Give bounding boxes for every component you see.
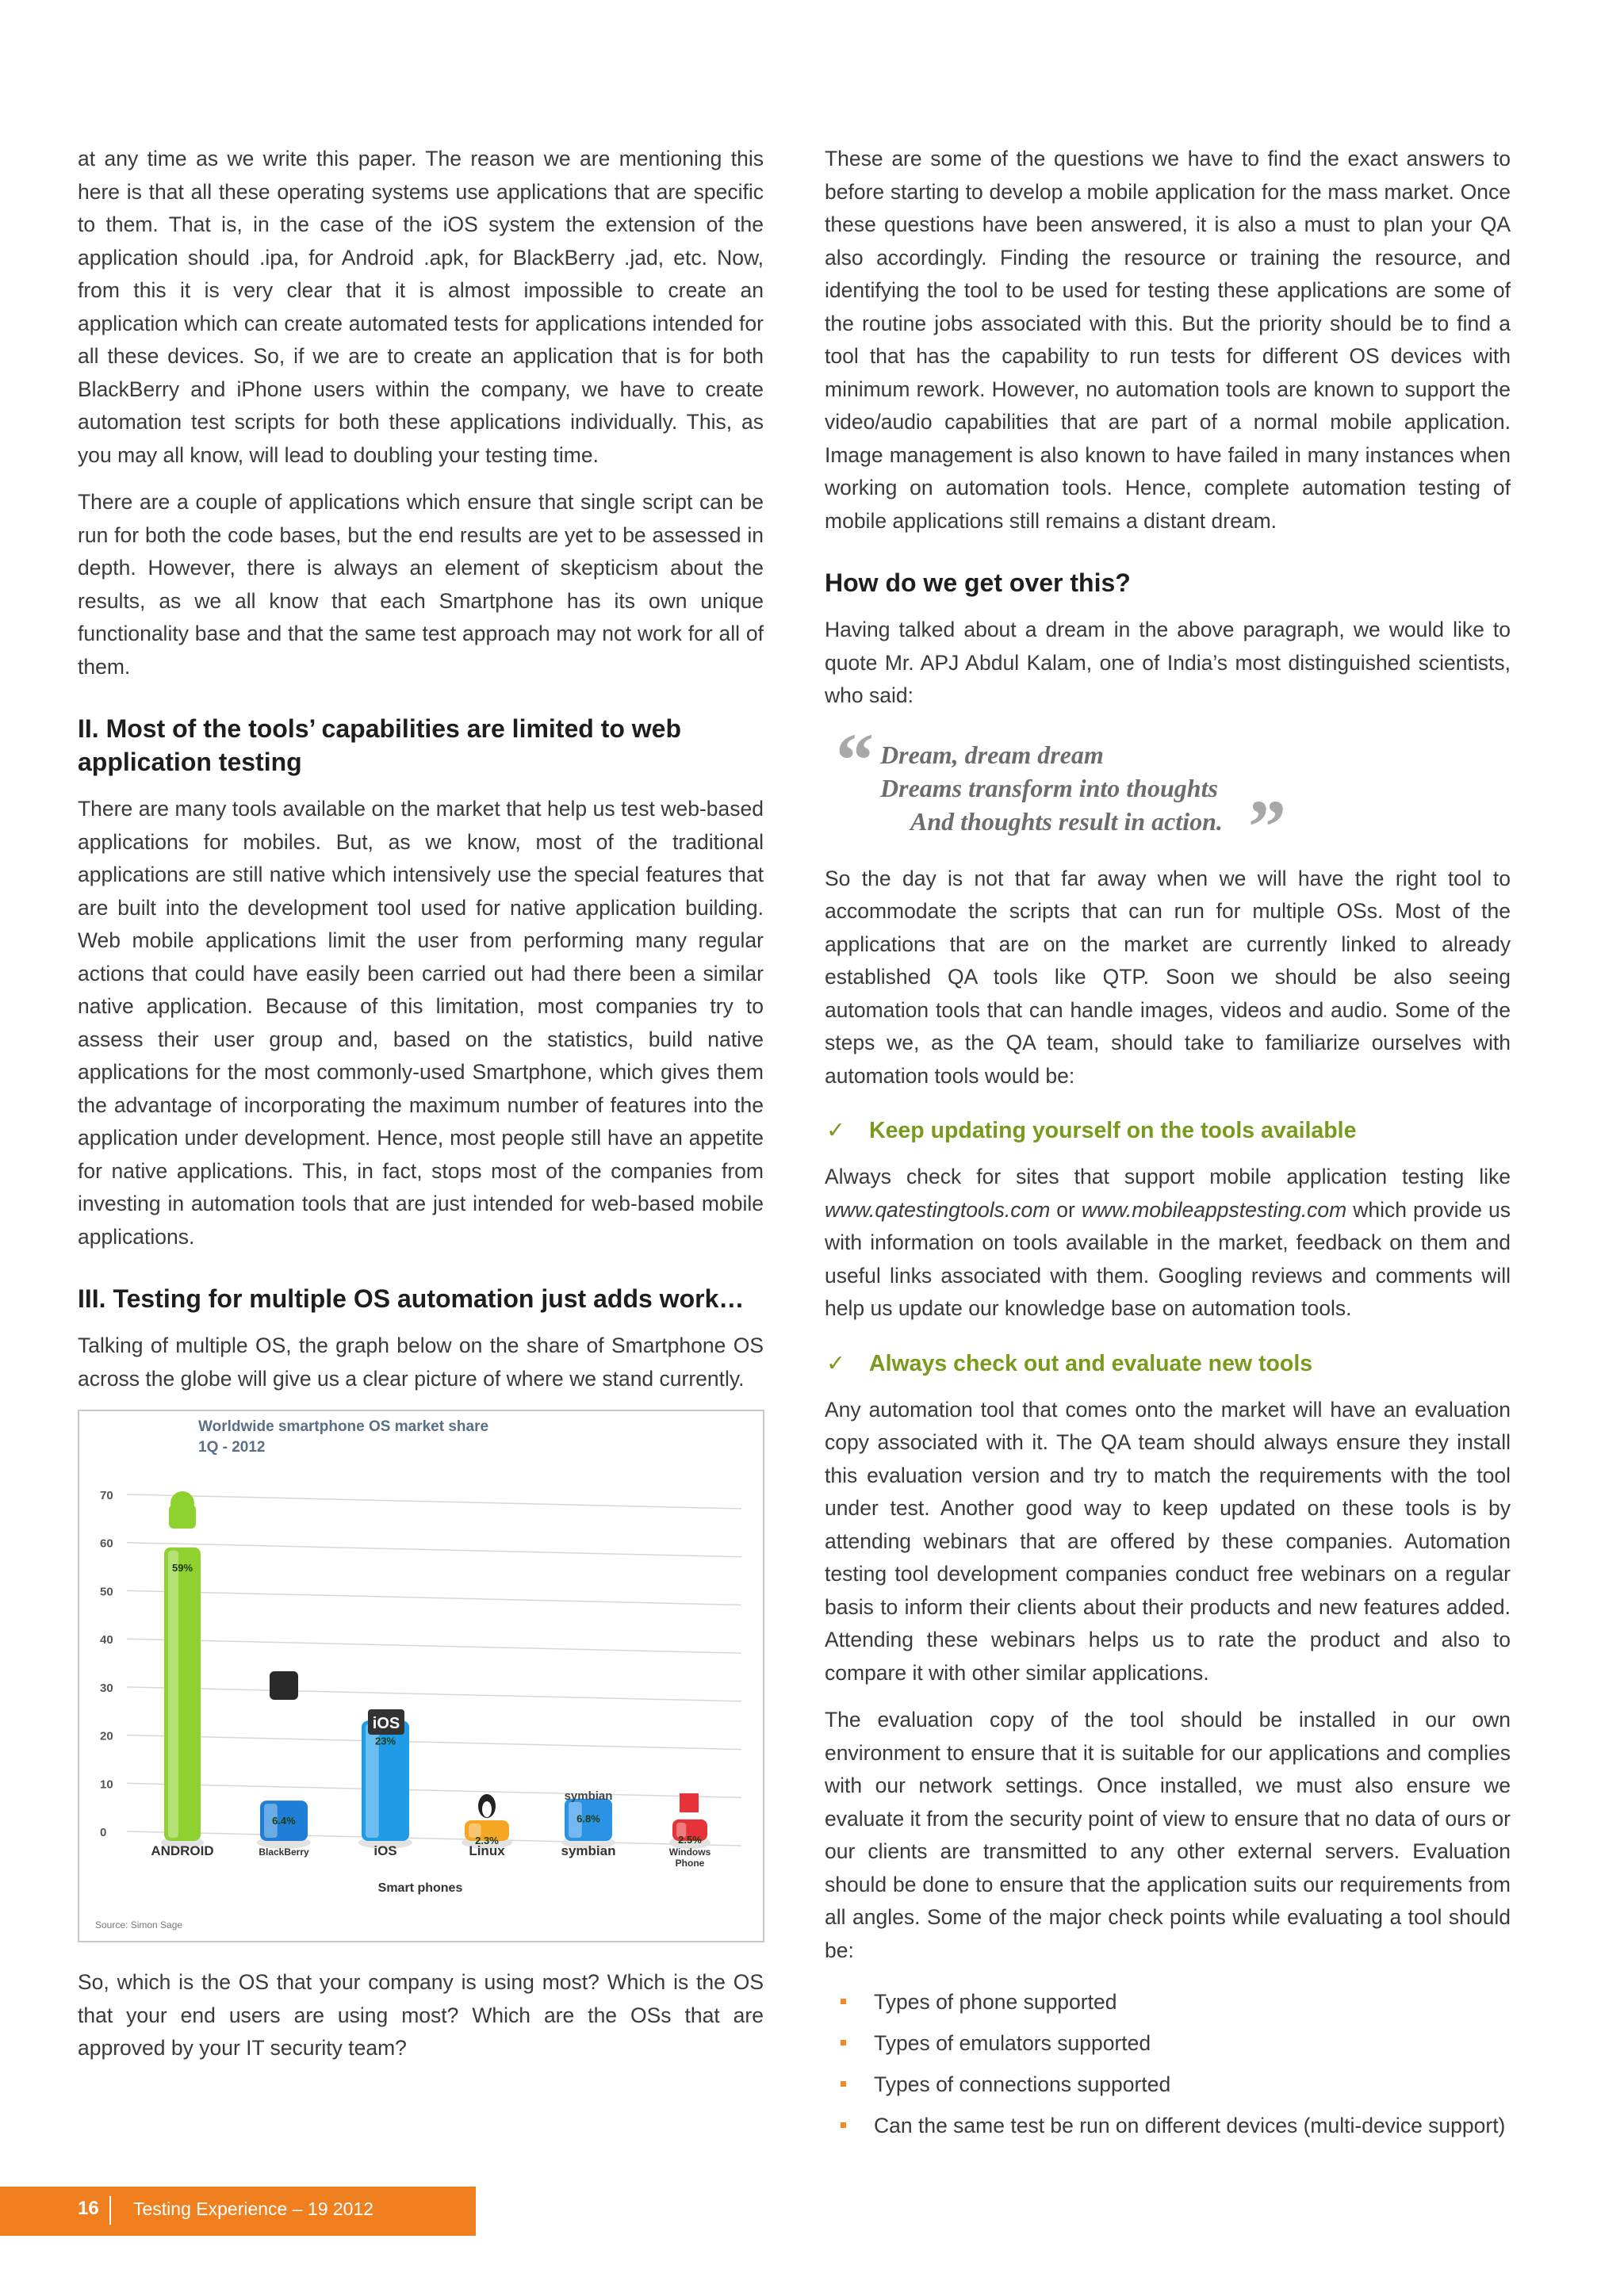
market-share-chart — [78, 1410, 764, 1942]
windows-logo-icon — [680, 1793, 699, 1812]
list-item — [825, 2105, 1511, 2146]
link-mobileappstesting[interactable]: www.mobileappstesting.com — [1081, 1197, 1347, 1222]
gridline — [127, 1783, 741, 1797]
checkpoint-list — [825, 1981, 1511, 2146]
left-column — [78, 143, 764, 2080]
x-category-label: symbian — [561, 1843, 616, 1858]
open-quote-mark: “ — [836, 717, 874, 802]
y-tick-label: 50 — [100, 1585, 113, 1599]
gridline — [127, 1735, 741, 1750]
right-paragraph-5: Any automation tool that comes onto the market will have an evaluation copy associated with it. The QA team should always ensure they install this evaluation version and try to match the requirements with the tool under test. Another good way to keep updated on these tools is by attending webinars that are offered by these companies. Automation testing tool development companies conduct free webinars on a regular basis to inform their clients about their products and new features added. Attending these webinars helps us to rate the product and also to compare it with other similar applications. — [825, 1397, 1511, 1685]
y-tick-label: 10 — [100, 1777, 113, 1792]
page-number: 16 — [78, 2198, 99, 2219]
blackberry-logo-icon — [270, 1671, 298, 1700]
quote-line-3: And thoughts result in action. — [910, 806, 1223, 836]
left-paragraph-4: Talking of multiple OS, the graph below on the share of Smartphone OS across the globe will give us a clear picture of where we stand currently. — [78, 1334, 764, 1391]
right-paragraph-4 — [825, 1161, 1511, 1326]
x-category-label: BlackBerry — [259, 1846, 309, 1858]
bullet-square-icon — [841, 2122, 846, 2128]
list-item — [825, 2022, 1511, 2064]
right-column — [825, 143, 1511, 2146]
bullet-square-icon — [841, 2040, 846, 2045]
android-head-icon — [170, 1491, 194, 1515]
list-item — [825, 1981, 1511, 2022]
left-paragraph-3: There are many tools available on the market that help us test web-based applications for mobiles. But, as we know, most of the traditional applications are still native which intensively use the special features that are built into the development tool used for native application building. Web mobile applications limit the user from performing many regular actions that could have easily been carried out had there been a similar native application. Because of this limitation, most companies try to assess their user group and, based on the statistics, build native applications for the most commonly-used Smartphone, which gives them the advantage of incorporating the maximum number of features into the application under development. Hence, most people still have an appetite for native applications. This, in fact, stops most of the companies from investing in automation tools that are just intended for web-based mobile applications. — [78, 797, 764, 1249]
y-tick-label: 60 — [100, 1536, 113, 1551]
data-label: 23% — [374, 1735, 396, 1747]
check-icon: ✓ — [826, 1350, 845, 1376]
footer-divider — [109, 2196, 111, 2225]
section-heading-3: III. Testing for multiple OS automation just adds work… — [78, 1284, 745, 1313]
section-heading-2: II. Most of the tools’ capabilities are limited to web application testing — [78, 714, 682, 776]
chart-title: Worldwide smartphone OS market share — [198, 1418, 489, 1435]
bullet-square-icon — [841, 2081, 846, 2087]
check-icon: ✓ — [826, 1118, 845, 1143]
list-item-text: Types of phone supported — [874, 1990, 1117, 2014]
symbian-logo-text: symbian — [564, 1789, 613, 1803]
checkpoint-heading-2 — [825, 1348, 1511, 1380]
list-item-text: Types of emulators supported — [874, 2031, 1151, 2055]
gridline — [127, 1687, 741, 1701]
x-category-label: ANDROID — [151, 1843, 214, 1858]
kalam-quote — [836, 717, 1511, 869]
chart-subtitle: 1Q - 2012 — [198, 1439, 266, 1456]
x-category-label: Windows — [668, 1846, 711, 1858]
list-item-text: Types of connections supported — [874, 2072, 1171, 2096]
right-paragraph-2: Having talked about a dream in the above paragraph, we would like to quote Mr. APJ Abdul Kalam, one of India’s most distinguished scientists, who said: — [825, 618, 1511, 707]
x-category-label: Linux — [469, 1843, 505, 1858]
chart-source: Source: Simon Sage — [95, 1919, 183, 1931]
checkpoint-heading-1 — [825, 1115, 1511, 1146]
gridline — [127, 1639, 741, 1653]
list-item-text: Can the same test be run on different devices (multi-device support) — [874, 2114, 1506, 2137]
left-paragraph-5: So, which is the OS that your company is using most? Which is the OS that your end users are using most? Which are the OSs that are approved by your IT security team? — [78, 1970, 764, 2060]
y-tick-label: 70 — [100, 1489, 113, 1502]
checkpoint-heading-1-text: Keep updating yourself on the tools available — [869, 1118, 1357, 1143]
page-footer — [0, 2187, 476, 2236]
p4-text-c: which provide us with information on tools available in the market, feedback on them and useful links associated with them. Googling reviews and comments will help us update our knowledge base on automation tools. — [825, 1197, 1511, 1320]
gridline — [127, 1543, 741, 1557]
x-category-label: Phone — [675, 1858, 705, 1869]
list-item — [825, 2064, 1511, 2105]
section-heading-get-over: How do we get over this? — [825, 568, 1131, 597]
p4-text-b: or — [1050, 1197, 1082, 1222]
link-qatestingtools[interactable]: www.qatestingtools.com — [825, 1197, 1051, 1222]
bullet-square-icon — [841, 1999, 846, 2004]
linux-tux-belly — [482, 1801, 492, 1817]
y-tick-label: 20 — [100, 1729, 113, 1743]
right-paragraph-1: These are some of the questions we have to find the exact answers to before starting to develop a mobile application for the mass market. Once these questions have been answered, it is also a must to plan your QA also accordingly. Finding the resource or training the resource, and identifying the tool to be used for testing these applications are some of the routine jobs associated with this. But the priority should be to find a tool that has the capability to run tests for different OS devices with minimum rework. However, no automation tools are known to support the video/audio capabilities that are part of a normal mobile application. Image management is also known to have failed in many instances when working on automation tools. Hence, complete automation testing of mobile applications still remains a distant dream. — [825, 147, 1511, 533]
right-paragraph-6: The evaluation copy of the tool should be installed in our own environment to ensure that it is suitable for our applications and complies with our network settings. Once installed, we must also ensure we evaluate it from the security point of view to ensure that no data of ours or our clients are transmitted to any other external servers. Evaluation should be done to ensure that the application suits our requirements from all angles. Some of the major check points while evaluating a tool should be: — [825, 1708, 1511, 1962]
x-axis-label: Smart phones — [377, 1881, 463, 1895]
close-quote-mark: ” — [1248, 783, 1286, 869]
y-tick-label: 40 — [100, 1633, 113, 1647]
checkpoint-heading-2-text: Always check out and evaluate new tools — [869, 1350, 1313, 1376]
left-paragraph-2: There are a couple of applications which ensure that single script can be run for both the code bases, but the end results are yet to be assessed in depth. However, there is always an element of skepticism about the results, as we all know that each Smartphone has its own unique functionality base and that the same test approach may not work for all of them. — [78, 490, 764, 679]
data-label: 59% — [171, 1561, 193, 1574]
chart-svg — [79, 1411, 763, 1941]
y-tick-label: 0 — [100, 1826, 107, 1839]
right-paragraph-3: So the day is not that far away when we will have the right tool to accommodate the scripts that can run for multiple OSs. Most of the applications that are on the market are currently linked to already established QA tools like QTP. Soon we should be also seeing automation tools that can handle images, videos and audio. Some of the steps we, as the QA team, should take to familiarize ourselves with automation tools would be: — [825, 866, 1511, 1088]
left-paragraph-1: at any time as we write this paper. The reason we are mentioning this here is that all these operating systems use applications that are specific to them. That is, in the case of the iOS system the extension of the application should .ipa, for Android .apk, for BlackBerry .jad, etc. Now, from this it is very clear that it is almost impossible to create an application which can create automated tests for applications intended for all these devices. So, if we are to create an application that is for both BlackBerry and iPhone users within the company, we have to create automation test scripts for both these applications individually. This, as you may all know, will lead to doubling your testing time. — [78, 147, 764, 467]
magazine-title: Testing Experience – 19 2012 — [133, 2198, 374, 2219]
data-label: 6.4% — [272, 1815, 296, 1827]
gridline — [127, 1494, 741, 1509]
p4-text-a: Always check for sites that support mobile application testing like — [825, 1165, 1511, 1188]
gridline — [127, 1590, 741, 1605]
gridline — [127, 1831, 741, 1846]
quote-line-1: Dream, dream dream — [880, 740, 1104, 769]
bar-highlight — [168, 1551, 178, 1838]
data-label: 2.5% — [678, 1833, 702, 1846]
data-label: 2.3% — [475, 1835, 499, 1847]
quote-line-2: Dreams transform into thoughts — [880, 773, 1218, 802]
ios-badge-text: iOS — [372, 1715, 400, 1732]
data-label: 6.8% — [576, 1812, 600, 1825]
x-category-label: iOS — [373, 1843, 397, 1858]
y-tick-label: 30 — [100, 1681, 113, 1695]
